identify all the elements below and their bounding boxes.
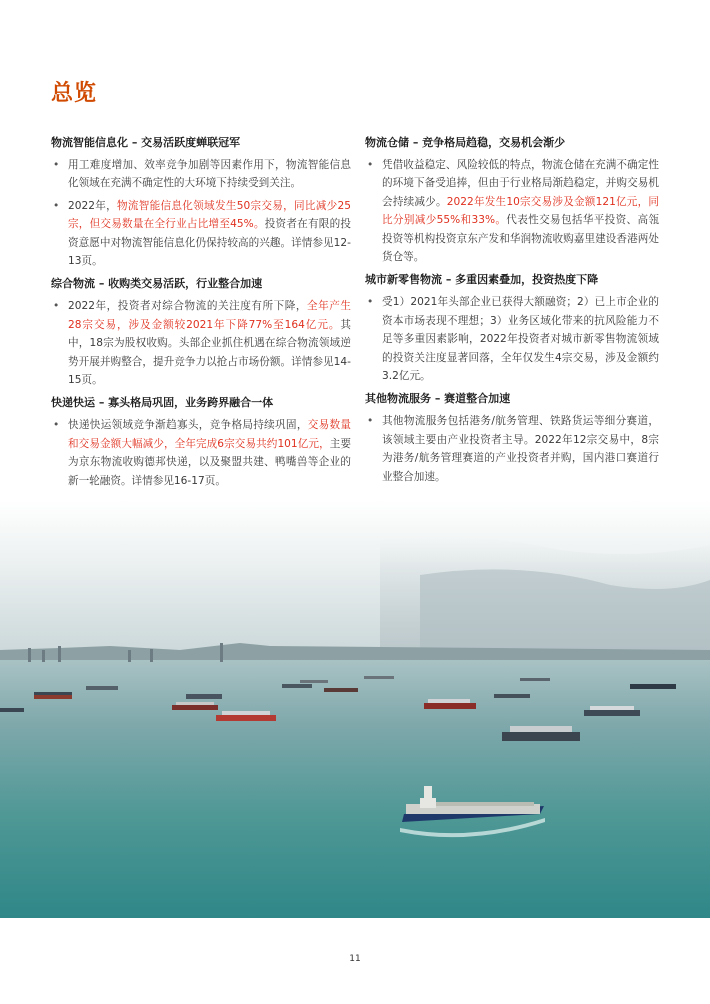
- bullet-list: [365, 412, 659, 486]
- body-text: 用工难度增加、效率竞争加剧等因素作用下，物流智能信息化领域在充满不确定性的大环境下持续受到关注。: [68, 159, 351, 190]
- highlighted-text: 交易数量和交易金额大幅减少，全年完成6宗交易共约101亿元，: [68, 419, 352, 450]
- body-text: 主要为京东物流收购德邦快递，以及聚盟共建、鸭嘴兽等企业的新一轮融资。详情参见16-17页。: [68, 437, 351, 487]
- page-title: 总览: [51, 81, 98, 106]
- section-heading: 城市新零售物流 – 多重因素叠加，投资热度下降: [365, 273, 599, 287]
- highlighted-text: 全年产生28宗交易，涉及金额较2021年下降77%至164亿元。: [68, 300, 352, 331]
- left-column: [51, 134, 351, 495]
- body-text: 代表性交易包括华平投资、高瓴投资等机构投资京东产发和华润物流收购嘉里建设香港两处货仓等。: [382, 214, 660, 264]
- section-heading: 物流仓储 – 竞争格局趋稳，交易机会渐少: [365, 136, 566, 149]
- bullet-list: [365, 156, 659, 266]
- section-heading: 快递快运 – 寡头格局巩固，业务跨界融合一体: [51, 396, 274, 410]
- section-heading: 物流智能信息化 – 交易活跃度蝉联冠军: [51, 136, 241, 149]
- section-heading: 综合物流 – 收购类交易活跃，行业整合加速: [51, 277, 263, 291]
- bullet-item: [51, 197, 351, 271]
- bullet-list: [51, 416, 351, 490]
- right-column: [365, 134, 659, 491]
- bullet-list: [365, 293, 659, 385]
- highlighted-text: 2022年发生10宗交易涉及金额121亿元，同比分别减少55%和33%。: [382, 195, 659, 227]
- bullet-item: [365, 156, 659, 266]
- body-text: 2022年，: [68, 199, 118, 212]
- body-text: 受1）2021年头部企业已获得大额融资；2）已上市企业的资本市场表现不理想；3）业务区域化带来的抗风险能力不足等多重因素影响，2022年投资者对城市新零售物流领域的投资关注度显著回落，全年仅发生4宗交易，涉及金额约3.2亿元。: [382, 296, 659, 383]
- bullet-item: [365, 412, 659, 486]
- bullet-list: [51, 156, 351, 270]
- body-text: 快递快运领域竞争渐趋寡头，竞争格局持续巩固，: [68, 419, 308, 432]
- page-number: 11: [349, 954, 361, 964]
- body-text: 2022年，投资者对综合物流的关注度有所下降，: [68, 300, 308, 313]
- body-text: 投资者在有限的投资意愿中对物流智能信息化仍保持较高的兴趣。详情参见12-13页。: [68, 218, 352, 268]
- bullet-item: [51, 156, 351, 193]
- body-text: 凭借收益稳定、风险较低的特点，物流仓储在充满不确定性的环境下备受追捧，但由于行业格局渐趋稳定，并购交易机会持续减少。: [382, 159, 659, 208]
- body-text: 其中，18宗为股权收购。头部企业抓住机遇在综合物流领域逆势开展并购整合，提升竞争力以抢占市场份额。详情参见14-15页。: [68, 318, 351, 387]
- harbor-ships-photo: [0, 500, 710, 918]
- bullet-item: [51, 297, 351, 389]
- bullet-item: [51, 416, 351, 490]
- bullet-list: [51, 297, 351, 389]
- section-heading: 其他物流服务 – 赛道整合加速: [365, 392, 511, 406]
- bullet-item: [365, 293, 659, 385]
- body-text: 其他物流服务包括港务/航务管理、铁路货运等细分赛道，该领域主要由产业投资者主导。2022年12宗交易中，8宗为港务/航务管理赛道的产业投资者并购，国内港口赛道行业整合加速。: [382, 415, 659, 483]
- highlighted-text: 物流智能信息化领域发生50宗交易，同比减少25宗，但交易数量在全行业占比增至45%。: [68, 199, 351, 231]
